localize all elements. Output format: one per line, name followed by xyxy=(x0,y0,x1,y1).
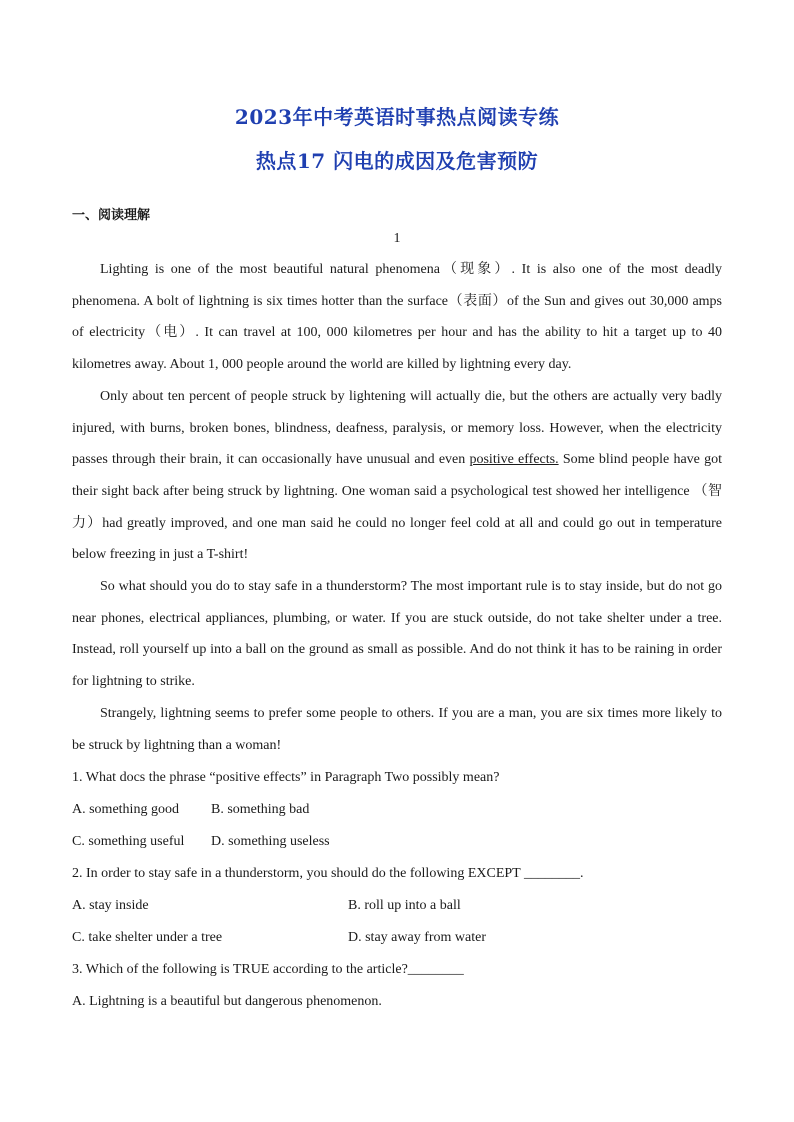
question-1-option-a[interactable]: A. something good xyxy=(72,802,179,817)
passage-number: 1 xyxy=(393,231,401,246)
question-2-option-a[interactable]: A. stay inside xyxy=(72,898,149,913)
document-title: 2023年中考英语时事热点阅读专练 xyxy=(234,105,560,129)
question-2-options-row-1 xyxy=(72,898,461,914)
question-2-option-c[interactable]: C. take shelter under a tree xyxy=(72,930,223,945)
question-1-stem: 1. What docs the phrase “positive effects” in Paragraph Two possibly mean? xyxy=(72,770,500,785)
underlined-phrase: positive effects. xyxy=(469,452,559,468)
paragraph-3: So what should you do to stay safe in a thunderstorm? The most important rule is to stay inside, but do not go near phones, electrical appliances, plumbing, or water. If you are stuck outside, do not take shelter under a tree. Instead, roll yourself up into a ball on the ground as small as possible. And do not think it has to be raining in order for lightning to strike. xyxy=(72,579,722,690)
question-3-option-a[interactable]: A. Lightning is a beautiful but dangerous phenomenon. xyxy=(72,994,382,1009)
question-2-option-d[interactable]: D. stay away from water xyxy=(348,930,487,945)
document-subtitle: 热点17 闪电的成因及危害预防 xyxy=(255,149,539,173)
question-1-option-d[interactable]: D. something useless xyxy=(211,834,330,849)
paragraph-1: Lighting is one of the most beautiful natural phenomena（现象）. It is also one of the most deadly phenomena. A bolt of lightning is six times hotter than the surface（表面）of the Sun and gives out 30,000 amps of electricity（电）. It can travel at 100, 000 kilometres per hour and has the ability to hit a target up to 40 kilometres away. About 1, 000 people around the world are killed by lightning every day. xyxy=(72,262,722,373)
question-2-option-b[interactable]: B. roll up into a ball xyxy=(348,898,461,913)
question-2-options-row-2 xyxy=(72,930,486,946)
question-1-options-row-1 xyxy=(72,802,309,818)
question-1-option-b[interactable]: B. something bad xyxy=(211,802,310,817)
question-3-options-row-1 xyxy=(72,994,382,1010)
question-1-options-row-2 xyxy=(72,834,330,850)
section-heading: 一、阅读理解 xyxy=(72,208,151,223)
question-3-stem: 3. Which of the following is TRUE according to the article?________ xyxy=(72,962,464,977)
paragraph-4: Strangely, lightning seems to prefer some people to others. If you are a man, you are six times more likely to be struck by lightning than a woman! xyxy=(72,705,722,753)
paragraph-2 xyxy=(72,381,722,571)
question-2-stem: 2. In order to stay safe in a thunderstorm, you should do the following EXCEPT ________. xyxy=(72,866,584,881)
passage-body xyxy=(72,254,722,761)
question-1-option-c[interactable]: C. something useful xyxy=(72,834,185,849)
paragraph-2-text-a: Only about ten percent of people struck by lightening will actually die, but the others are actually very badly injured, with burns, broken bones, blindness, deafness, paralysis, or memory loss. However, when the electricity passes through their brain, it can occasionally have unusual and even xyxy=(72,388,722,468)
paragraph-2-text-b: Some blind people have got their sight back after being struck by lightning. One woman said a psychological test showed her intelligence （智力）had greatly improved, and one man said he could no longer feel cold at all and could go out in temperature below freezing in just a T-shirt! xyxy=(72,452,723,563)
